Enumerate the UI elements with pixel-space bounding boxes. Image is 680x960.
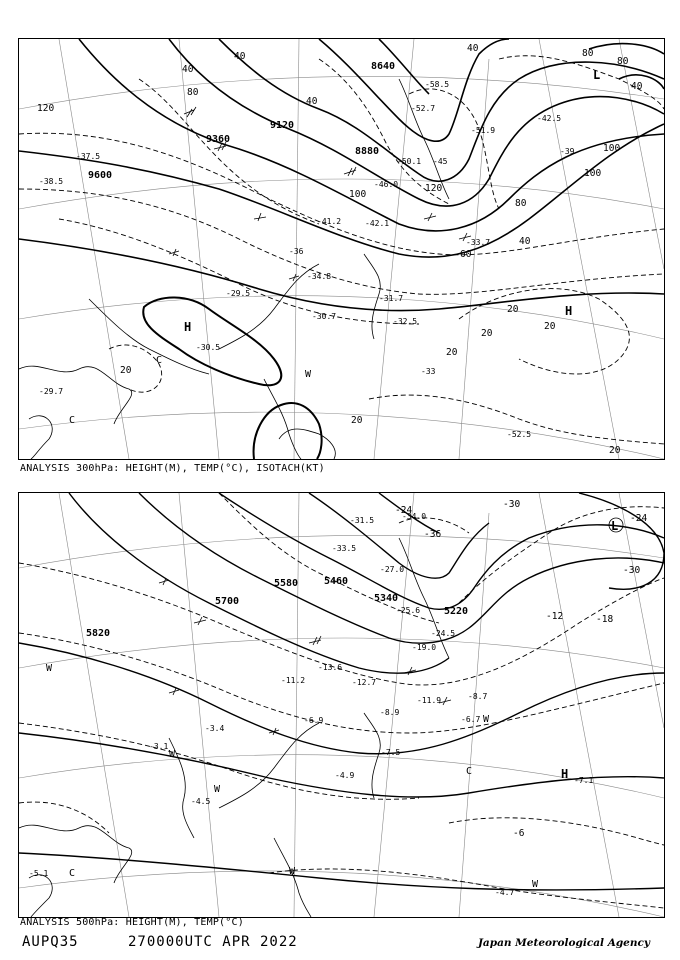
- warm-center-symbol: W: [46, 663, 53, 674]
- temp-label: -33.5: [332, 544, 357, 553]
- isotach-label: 80: [617, 56, 629, 67]
- panel-caption-300hpa: ANALYSIS 300hPa: HEIGHT(M), TEMP(°C), ISOTACH(KT): [20, 463, 325, 474]
- temp-label: -46.0: [374, 180, 399, 189]
- temp-label: -52.5: [507, 430, 532, 439]
- height-label: 5580: [274, 578, 299, 589]
- isotach-label: 20: [544, 321, 556, 332]
- cold-center-symbol: C: [156, 355, 163, 366]
- temp-label: -33.7: [466, 238, 491, 247]
- temp-label: -41.2: [317, 217, 342, 226]
- temp-label: -30.7: [312, 312, 337, 321]
- warm-center-symbol: W: [483, 714, 490, 725]
- temp-label: -29.7: [39, 387, 64, 396]
- warm-center-symbol: W: [532, 879, 539, 890]
- isotach-label: 40: [234, 51, 246, 62]
- isotach-label: 20: [446, 347, 458, 358]
- temp-label: -52.7: [411, 104, 436, 113]
- isotach-label: 20: [609, 445, 621, 456]
- isotach-label: 80: [187, 87, 199, 98]
- isotherm-label: -18: [596, 614, 614, 625]
- height-label: 9120: [270, 120, 295, 131]
- temp-label: -58.5: [425, 80, 450, 89]
- low-pressure-symbol: L: [593, 68, 601, 82]
- temp-label: -33: [421, 367, 436, 376]
- isotach-label: 40: [519, 236, 531, 247]
- temp-label: -4.5: [191, 797, 211, 806]
- product-code: AUPQ35: [22, 934, 79, 950]
- temp-label: -3.4: [205, 724, 225, 733]
- warm-center-symbol: W: [289, 866, 296, 877]
- isotach-label: 40: [467, 43, 479, 54]
- height-label: 8880: [355, 146, 380, 157]
- height-label: 5820: [86, 628, 111, 639]
- temp-label: -6.9: [304, 716, 324, 725]
- temp-label: -4.9: [335, 771, 355, 780]
- temp-label: -4.7: [495, 888, 515, 897]
- isotherms-dashed: [19, 56, 664, 444]
- isotach-label: 100: [584, 168, 602, 179]
- temp-label: -24.5: [431, 629, 456, 638]
- high-pressure-symbol: H: [565, 304, 573, 318]
- temp-label: -13.6: [318, 663, 343, 672]
- temp-label: -42.5: [537, 114, 562, 123]
- temp-label: -27.0: [380, 565, 405, 574]
- low-pressure-symbol: L: [611, 519, 619, 533]
- high-pressure-symbol: H: [184, 320, 192, 334]
- warm-center-symbol: W: [305, 369, 312, 380]
- isotach-label: 20: [120, 365, 132, 376]
- isotherm-label: -24: [630, 513, 648, 524]
- isotherm-label: -6: [513, 828, 525, 839]
- temp-label: -3.1: [149, 742, 169, 751]
- coastlines: [19, 79, 449, 459]
- height-label: 5700: [215, 596, 240, 607]
- isotherm-label: -24: [395, 505, 413, 516]
- height-label: 9600: [88, 170, 113, 181]
- isotach-label: 100: [603, 143, 621, 154]
- height-label: 5220: [444, 606, 469, 617]
- map-panel-300hpa: [18, 38, 665, 460]
- temp-label: -42.1: [365, 219, 390, 228]
- isotach-label: 20: [351, 415, 363, 426]
- isotherm-label: -36: [424, 529, 442, 540]
- height-label: 5460: [324, 576, 349, 587]
- temp-label: -32.5: [393, 317, 418, 326]
- isotach-label: 60: [460, 249, 472, 260]
- temp-label: -7.1: [574, 776, 594, 785]
- temp-label: -51.9: [471, 126, 496, 135]
- temp-label: -6.7: [461, 715, 481, 724]
- temp-label: -34.8: [307, 272, 332, 281]
- isotherm-label: -30: [623, 565, 641, 576]
- isotach-label: 20: [507, 304, 519, 315]
- temp-label: -39: [560, 147, 575, 156]
- cold-center-symbol: C: [69, 415, 76, 426]
- temp-label: -34.0: [402, 512, 427, 521]
- height-label: 5340: [374, 593, 399, 604]
- isotach-label: 40: [306, 96, 318, 107]
- isotherm-label: -30: [503, 499, 521, 510]
- isotach-label: 40: [631, 81, 643, 92]
- isotach-label: 20: [481, 328, 493, 339]
- isotach-label: 80: [515, 198, 527, 209]
- isotach-label: 120: [37, 103, 55, 114]
- valid-time: 270000UTC APR 2022: [128, 934, 298, 950]
- temp-label: -31.7: [379, 294, 404, 303]
- isotherm-label: -12: [546, 611, 564, 622]
- temp-label: -50.1: [397, 157, 422, 166]
- high-pressure-symbol: H: [561, 767, 569, 781]
- agency-name: Japan Meteorological Agency: [477, 937, 650, 949]
- map-500hpa-svg: [19, 493, 664, 917]
- panel-caption-500hpa: ANALYSIS 500hPa: HEIGHT(M), TEMP(°C): [20, 917, 244, 928]
- map-300hpa-svg: [19, 39, 664, 459]
- temp-label: -8.7: [468, 692, 488, 701]
- height-contours: [19, 39, 664, 311]
- temperature-labels: [39, 80, 575, 439]
- temp-label: -11.9: [417, 696, 442, 705]
- height-label: 8640: [371, 61, 396, 72]
- temp-label: -5.1: [29, 869, 49, 878]
- cold-center-symbol: C: [466, 766, 473, 777]
- warm-center-symbol: W: [169, 749, 176, 760]
- temp-label: -30.5: [196, 343, 221, 352]
- temp-label: -19.0: [412, 643, 437, 652]
- temp-label: -25.6: [396, 606, 421, 615]
- isotherms-dashed: [19, 493, 664, 908]
- temp-label: -37.5: [76, 152, 101, 161]
- height-label: 9360: [206, 134, 231, 145]
- temp-label: -7.5: [381, 748, 401, 757]
- isotach-label: 100: [349, 189, 367, 200]
- temp-label: -45: [433, 157, 448, 166]
- isotach-label: 40: [182, 64, 194, 75]
- temp-label: -31.5: [350, 516, 375, 525]
- isotherm-labels: [395, 499, 647, 839]
- temp-label: -38.5: [39, 177, 64, 186]
- temp-label: -29.5: [226, 289, 251, 298]
- warm-center-symbol: W: [214, 784, 221, 795]
- temp-label: -12.7: [352, 678, 377, 687]
- temp-label: -36: [289, 247, 304, 256]
- graticule: [19, 493, 664, 917]
- isotach-label: 80: [582, 48, 594, 59]
- map-panel-500hpa: [18, 492, 665, 918]
- temperature-labels: [29, 512, 593, 897]
- temp-label: -8.9: [380, 708, 400, 717]
- cold-center-symbol: C: [69, 868, 76, 879]
- temp-label: -11.2: [281, 676, 306, 685]
- isotach-label: 120: [425, 183, 443, 194]
